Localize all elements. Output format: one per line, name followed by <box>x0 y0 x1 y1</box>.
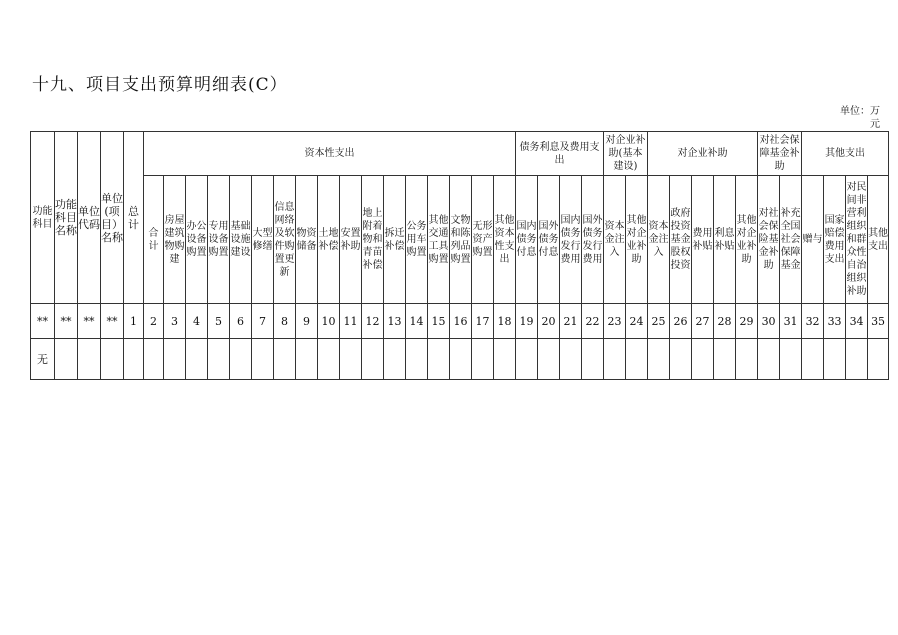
group-capital-expenditure: 资本性支出 <box>144 132 516 176</box>
code-cell: 34 <box>846 304 868 339</box>
code-cell: 14 <box>406 304 428 339</box>
code-cell: 27 <box>692 304 714 339</box>
group-enterprise-subsidy: 对企业补助 <box>648 132 758 176</box>
col-header: 赠与 <box>802 176 824 304</box>
code-cell: ** <box>101 304 124 339</box>
col-header: 公务用车购置 <box>406 176 428 304</box>
code-cell: 3 <box>164 304 186 339</box>
code-cell: 16 <box>450 304 472 339</box>
col-header: 合计 <box>144 176 164 304</box>
col-header: 大型修缮 <box>252 176 274 304</box>
table-row <box>31 339 889 380</box>
code-cell: 29 <box>736 304 758 339</box>
code-cell: 31 <box>780 304 802 339</box>
header-total: 总计 <box>124 132 144 304</box>
code-cell: ** <box>31 304 55 339</box>
code-cell: 25 <box>648 304 670 339</box>
col-header: 办公设备购置 <box>186 176 208 304</box>
col-header: 国内债务发行费用 <box>560 176 582 304</box>
code-cell: 19 <box>516 304 538 339</box>
code-cell: 28 <box>714 304 736 339</box>
code-cell: 32 <box>802 304 824 339</box>
code-cell: 10 <box>318 304 340 339</box>
code-row <box>31 304 889 339</box>
unit-label: 单位：万元 <box>840 106 880 130</box>
code-cell: 4 <box>186 304 208 339</box>
page-title: 十九、项目支出预算明细表(C） <box>32 75 288 95</box>
code-cell: ** <box>78 304 101 339</box>
col-header: 资本金注入 <box>604 176 626 304</box>
col-header: 国家赔偿费用支出 <box>824 176 846 304</box>
col-header: 基础设施建设 <box>230 176 252 304</box>
col-header: 拆迁补偿 <box>384 176 406 304</box>
data-cell: 无 <box>31 339 55 380</box>
code-cell: 1 <box>124 304 144 339</box>
code-cell: 5 <box>208 304 230 339</box>
col-header: 其他交通工具购置 <box>428 176 450 304</box>
col-header: 其他对企业补助 <box>626 176 648 304</box>
code-cell: 11 <box>340 304 362 339</box>
col-header: 对社会保险基金补助 <box>758 176 780 304</box>
col-header: 信息网络及软件购置更新 <box>274 176 296 304</box>
col-header: 资本金注入 <box>648 176 670 304</box>
group-social-security-fund: 对社会保障基金补助 <box>758 132 802 176</box>
col-header: 安置补助 <box>340 176 362 304</box>
header-unit-code: 单位代码 <box>78 132 101 304</box>
budget-table <box>30 131 889 380</box>
header-function-name: 功能科目名称 <box>55 132 78 304</box>
code-cell: ** <box>55 304 78 339</box>
col-header: 物资储备 <box>296 176 318 304</box>
col-header: 地上附着物和青苗补偿 <box>362 176 384 304</box>
group-enterprise-subsidy-construction: 对企业补助(基本建设) <box>604 132 648 176</box>
col-header: 土地补偿 <box>318 176 340 304</box>
code-cell: 18 <box>494 304 516 339</box>
col-header: 费用补贴 <box>692 176 714 304</box>
code-cell: 35 <box>868 304 889 339</box>
col-header: 政府投资基金股权投资 <box>670 176 692 304</box>
code-cell: 6 <box>230 304 252 339</box>
col-header: 文物和陈列品购置 <box>450 176 472 304</box>
group-debt-interest: 债务利息及费用支出 <box>516 132 604 176</box>
col-header: 其他资本性支出 <box>494 176 516 304</box>
code-cell: 21 <box>560 304 582 339</box>
code-cell: 2 <box>144 304 164 339</box>
code-cell: 33 <box>824 304 846 339</box>
code-cell: 23 <box>604 304 626 339</box>
code-cell: 20 <box>538 304 560 339</box>
col-header: 利息补贴 <box>714 176 736 304</box>
col-header: 其他支出 <box>868 176 889 304</box>
col-header: 国外债务付息 <box>538 176 560 304</box>
col-header: 专用设备购置 <box>208 176 230 304</box>
col-header: 国内债务付息 <box>516 176 538 304</box>
code-cell: 15 <box>428 304 450 339</box>
col-header: 国外债务发行费用 <box>582 176 604 304</box>
col-header: 补充全国社会保障基金 <box>780 176 802 304</box>
code-cell: 17 <box>472 304 494 339</box>
col-header: 其他对企业补助 <box>736 176 758 304</box>
group-other-expenditure: 其他支出 <box>802 132 889 176</box>
code-cell: 26 <box>670 304 692 339</box>
code-cell: 22 <box>582 304 604 339</box>
col-header: 对民间非营利组织和群众性自治组织补助 <box>846 176 868 304</box>
code-cell: 7 <box>252 304 274 339</box>
code-cell: 13 <box>384 304 406 339</box>
col-header: 无形资产购置 <box>472 176 494 304</box>
col-header: 房屋建筑物购建 <box>164 176 186 304</box>
code-cell: 30 <box>758 304 780 339</box>
header-function-code: 功能科目 <box>31 132 55 304</box>
code-cell: 24 <box>626 304 648 339</box>
header-unit-name: 单位(项目）名称 <box>101 132 124 304</box>
code-cell: 9 <box>296 304 318 339</box>
code-cell: 8 <box>274 304 296 339</box>
code-cell: 12 <box>362 304 384 339</box>
